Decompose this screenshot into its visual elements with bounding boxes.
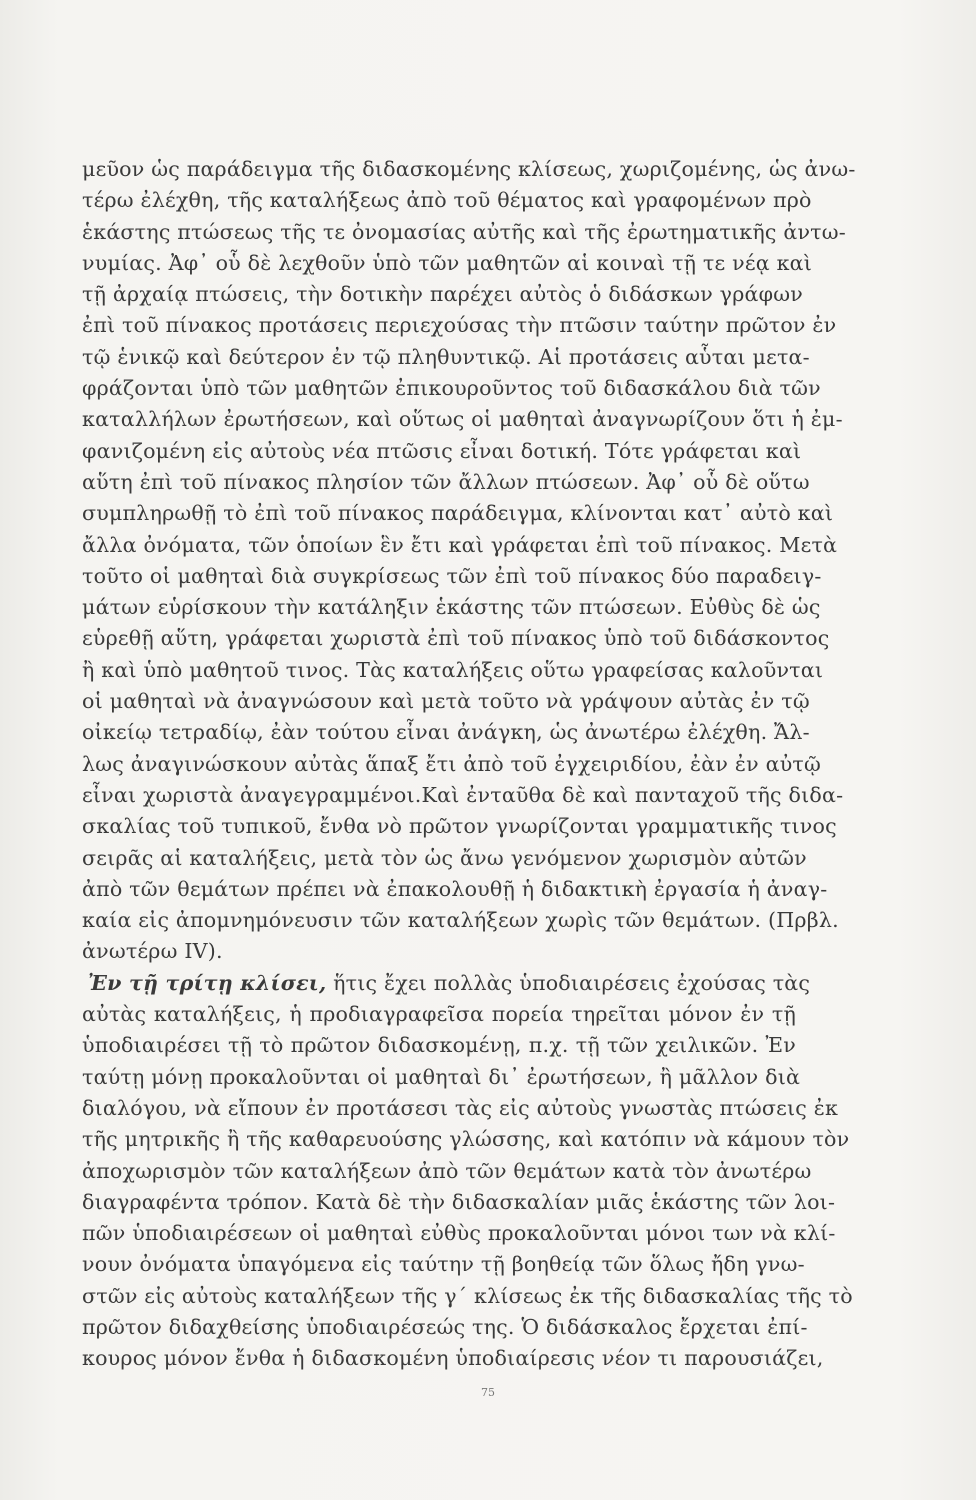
bold-italic-lead: Ἐν τῇ τρίτῃ κλίσει, [88,970,327,995]
text-line: εἶναι χωριστὰ ἀναγεγραμμένοι.Καὶ ἐνταῦθα δὲ καὶ πανταχοῦ τῆς διδα- [82,782,844,807]
text-line: αὐτὰς καταλήξεις, ἡ προδιαγραφεῖσα πορεία τηρεῖται μόνον ἐν τῇ [82,1002,796,1027]
text-line: ἄλλα ὀνόματα, τῶν ὁποίων ἓν ἔτι καὶ γράφεται ἐπὶ τοῦ πίνακος. Μετὰ [82,532,838,557]
text-line: τέρω ἐλέχθη, τῆς καταλήξεως ἀπὸ τοῦ θέματος καὶ γραφομένων πρὸ [82,188,812,213]
text-line: πῶν ὑποδιαιρέσεων οἱ μαθηταὶ εὐθὺς προκαλοῦνται μόνοι των νὰ κλί- [82,1221,836,1246]
text-line: ἀπὸ τῶν θεμάτων πρέπει νὰ ἐπακολουθῇ ἡ διδακτικὴ ἐργασία ἡ ἀναγ- [82,876,828,901]
text-line: τῇ ἀρχαίᾳ πτώσεις, τὴν δοτικὴν παρέχει αὐτὸς ὁ διδάσκων γράφων [82,282,803,307]
text-line: καία εἰς ἀπομνημόνευσιν τῶν καταλήξεων χωρὶς τῶν θεμάτων. (Πρβλ. [82,908,839,933]
text-line: λως ἀναγινώσκουν αὐτὰς ἅπαξ ἔτι ἀπὸ τοῦ ἐγχειριδίου, ἐὰν ἐν αὐτῷ [82,751,822,776]
text-line: σειρᾶς αἱ καταλήξεις, μετὰ τὸν ὡς ἄνω γενόμενον χωρισμὸν αὐτῶν [82,845,807,870]
text-line: ἐπὶ τοῦ πίνακος προτάσεις περιεχούσας τὴν πτῶσιν ταύτην πρῶτον ἐν [82,313,837,338]
text-line: μεῦον ὡς παράδειγμα τῆς διδασκομένης κλίσεως, χωριζομένης, ὡς ἀνω- [82,157,856,181]
text-line: οἰκείῳ τετραδίῳ, ἐὰν τούτου εἶναι ἀνάγκη, ὡς ἀνωτέρω ἐλέχθη. Ἄλ- [82,720,810,745]
body-text [82,154,856,1406]
text-line: φράζονται ὑπὸ τῶν μαθητῶν ἐπικουροῦντος τοῦ διδασκάλου διὰ τῶν [82,376,821,401]
text-line: ὑποδιαιρέσει τῇ τὸ πρῶτον διδασκομένῃ, π.χ. τῇ τῶν χειλικῶν. Ἐν [82,1033,796,1058]
text-line: τοῦτο οἱ μαθηταὶ διὰ συγκρίσεως τῶν ἐπὶ τοῦ πίνακος δύο παραδειγ- [82,563,822,588]
text-line: πρῶτον διδαχθείσης ὑποδιαιρέσεώς της. Ὁ διδάσκαλος ἔρχεται ἐπί- [82,1314,808,1339]
text-line: νουν ὀνόματα ὑπαγόμενα εἰς ταύτην τῇ βοηθείᾳ τῶν ὅλως ἤδη γνω- [82,1252,805,1277]
text-line: καταλλήλων ἐρωτήσεων, καὶ οὕτως οἱ μαθηταὶ ἀναγνωρίζουν ὅτι ἡ ἐμ- [82,407,843,432]
text-line: σκαλίας τοῦ τυπικοῦ, ἔνθα νὸ πρῶτον γνωρίζονται γραμματικῆς τινος [82,814,837,839]
text-line: μάτων εὑρίσκουν τὴν κατάληξιν ἑκάστης τῶν πτώσεων. Εὐθὺς δὲ ὡς [82,595,821,620]
text-line [82,968,811,999]
text-line: οἱ μαθηταὶ νὰ ἀναγνώσουν καὶ μετὰ τοῦτο νὰ γράψουν αὐτὰς ἐν τῷ [82,689,810,714]
text-line: φανιζομένη εἰς αὐτοὺς νέα πτῶσις εἶναι δοτική. Τότε γράφεται καὶ [82,438,802,463]
text-line: νυμίας. Ἀφ᾿ οὗ δὲ λεχθοῦν ὑπὸ τῶν μαθητῶν αἱ κοιναὶ τῇ τε νέᾳ καὶ [82,250,813,275]
text-line: κουρος μόνον ἔνθα ἡ διδασκομένη ὑποδιαίρεσις νέον τι παρουσιάζει, [82,1346,824,1371]
text-line: ἀποχωρισμὸν τῶν καταλήξεων ἀπὸ τῶν θεμάτων κατὰ τὸν ἀνωτέρω [82,1158,812,1183]
text-line: αὕτη ἐπὶ τοῦ πίνακος πλησίον τῶν ἄλλων πτώσεων. Ἀφ᾿ οὗ δὲ οὕτω [82,469,810,494]
text-line: διαλόγου, νὰ εἴπουν ἐν προτάσεσι τὰς εἰς αὐτοὺς γνωστὰς πτώσεις ἐκ [82,1095,839,1120]
text-line: ἑκάστης πτώσεως τῆς τε ὀνομασίας αὐτῆς καὶ τῆς ἐρωτηματικῆς ἀντω- [82,219,846,244]
text-line: ταύτῃ μόνῃ προκαλοῦνται οἱ μαθηταὶ δι᾿ ἐρωτήσεων, ἢ μᾶλλον διὰ [82,1064,801,1089]
text-line: εὑρεθῇ αὕτη, γράφεται χωριστὰ ἐπὶ τοῦ πίνακος ὑπὸ τοῦ διδάσκοντος [82,626,830,651]
text-line: διαγραφέντα τρόπον. Κατὰ δὲ τὴν διδασκαλίαν μιᾶς ἑκάστης τῶν λοι- [82,1189,836,1214]
text-line: ἢ καὶ ὑπὸ μαθητοῦ τινος. Τὰς καταλήξεις οὕτω γραφείσας καλοῦνται [82,657,824,682]
page-number: 75 [481,1386,495,1399]
text-line: στῶν εἰς αὐτοὺς καταλήξεων τῆς γ´ κλίσεως ἐκ τῆς διδασκαλίας τῆς τὸ [82,1283,853,1308]
text-line: ἀνωτέρω IV). [82,939,223,964]
text-line: συμπληρωθῇ τὸ ἐπὶ τοῦ πίνακος παράδειγμα, κλίνονται κατ᾿ αὐτὸ καὶ [82,501,834,526]
text-line: τῆς μητρικῆς ἢ τῆς καθαρευούσης γλώσσης, καὶ κατόπιν νὰ κάμουν τὸν [82,1127,850,1152]
text-line: τῷ ἑνικῷ καὶ δεύτερον ἐν τῷ πληθυντικῷ. Αἱ προτάσεις αὗται μετα- [82,344,810,369]
text-line-rest: ἥτις ἔχει πολλὰς ὑποδιαιρέσεις ἐχούσας τὰς [326,970,811,995]
